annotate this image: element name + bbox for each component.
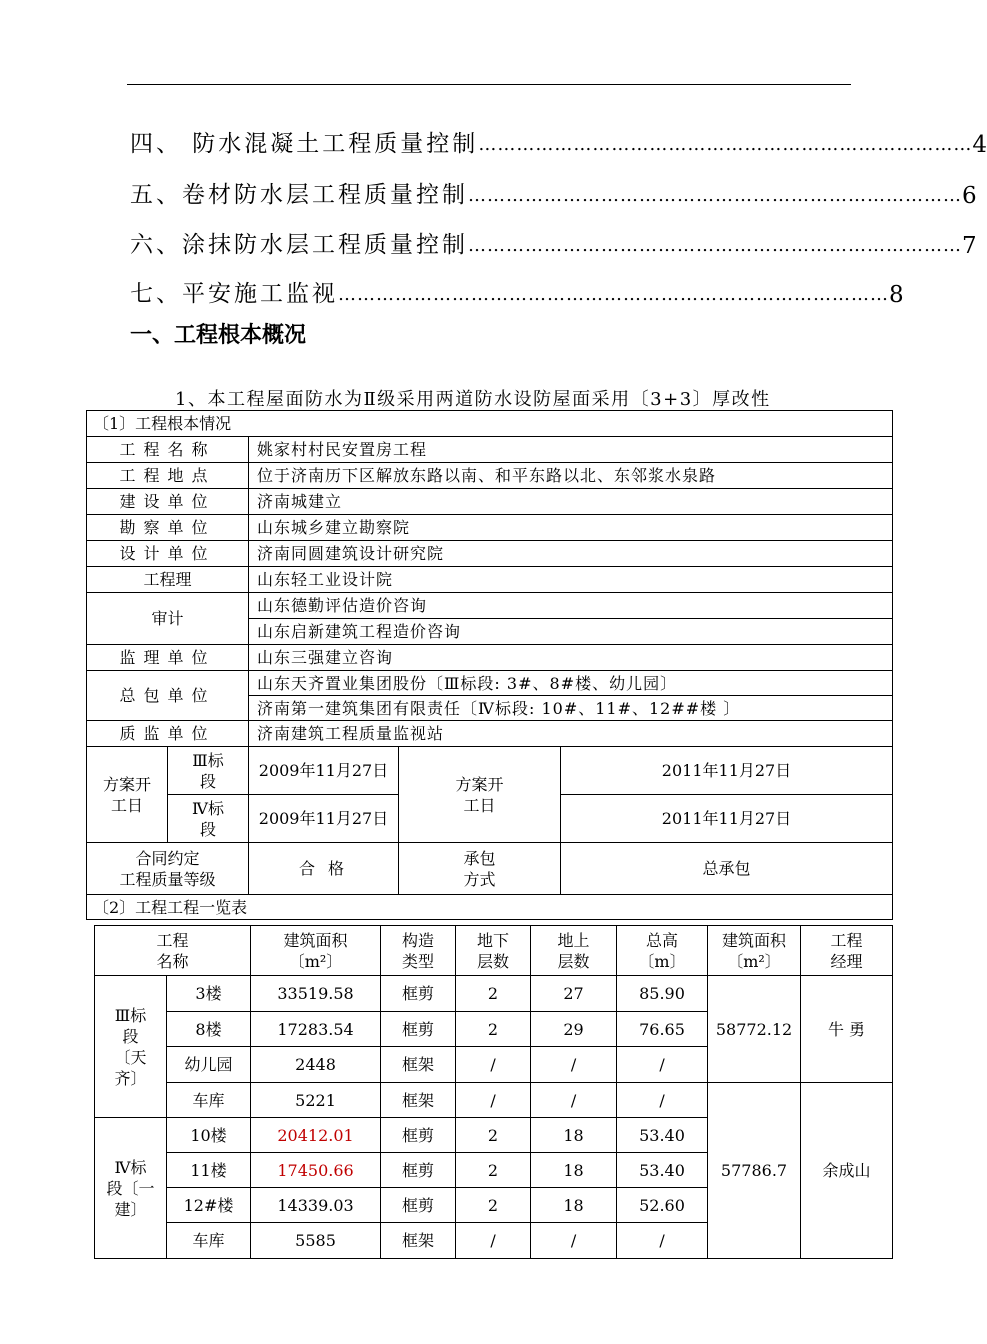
- structure-type: 框剪: [381, 1188, 456, 1223]
- schedule-row: [87, 747, 893, 795]
- segment-label: Ⅳ标段: [168, 795, 249, 843]
- total-height: /: [617, 1223, 708, 1259]
- info-row: [87, 463, 893, 489]
- total-height: /: [617, 1083, 708, 1118]
- start-date: 2009年11月27日: [249, 795, 399, 843]
- contract-key: 合同约定 工程质量等级: [87, 843, 249, 895]
- above-floors: 18: [531, 1118, 617, 1153]
- quality-key: 质监单位: [87, 721, 249, 747]
- toc-page: 7: [962, 233, 977, 259]
- contractor-value: 山东天齐置业集团股份〔Ⅲ标段: 3#、8#楼、幼儿园〕: [249, 671, 893, 696]
- info-row: [87, 515, 893, 541]
- info-key: 勘察单位: [87, 515, 249, 541]
- toc-label: 四、 防水混凝土工程质量控制: [130, 131, 479, 157]
- above-floors: 29: [531, 1012, 617, 1047]
- building-name: 10楼: [167, 1118, 251, 1153]
- toc-leader: ……………………………………………………………………………: [338, 284, 889, 305]
- quality-value: 济南建筑工程质量监视站: [249, 721, 893, 747]
- toc-leader: ……………………………………………………………………: [468, 235, 962, 256]
- supervise-key: 监理单位: [87, 645, 249, 671]
- contract-row: [87, 843, 893, 895]
- toc-page: 6: [962, 183, 977, 209]
- building-area: 17450.66: [251, 1153, 381, 1188]
- plan-end-key: 方案开工日: [399, 747, 561, 843]
- building-area: 5221: [251, 1083, 381, 1118]
- building-name: 12#楼: [167, 1188, 251, 1223]
- toc-entry[interactable]: [130, 268, 904, 308]
- structure-type: 框架: [381, 1083, 456, 1118]
- group-label: Ⅳ标 段〔一 建〕: [95, 1118, 167, 1259]
- building-area: 2448: [251, 1047, 381, 1083]
- col-header: 总高 〔m〕: [617, 926, 708, 976]
- total-height: /: [617, 1047, 708, 1083]
- toc-label: 六、涂抹防水层工程质量控制: [130, 232, 468, 258]
- building-name: 8楼: [167, 1012, 251, 1047]
- structure-type: 框架: [381, 1047, 456, 1083]
- audit-value: 山东德勤评估造价咨询: [249, 593, 893, 619]
- section-heading: 一、工程根本概况: [130, 323, 307, 348]
- col-header: 地下 层数: [456, 926, 531, 976]
- total-height: 53.40: [617, 1118, 708, 1153]
- building-area: 20412.01: [251, 1118, 381, 1153]
- contractor-key: 总包单位: [87, 671, 249, 721]
- toc-leader: ……………………………………………………………………: [478, 134, 973, 155]
- col-header: 建筑面积 〔m²〕: [708, 926, 801, 976]
- start-date: 2009年11月27日: [249, 747, 399, 795]
- underground-floors: /: [456, 1047, 531, 1083]
- above-floors: /: [531, 1083, 617, 1118]
- toc-entry[interactable]: [130, 169, 977, 209]
- structure-type: 框剪: [381, 1118, 456, 1153]
- info-row: [87, 593, 893, 619]
- supervise-value: 山东三强建立咨询: [249, 645, 893, 671]
- info-key: 工程理: [87, 567, 249, 593]
- above-floors: /: [531, 1047, 617, 1083]
- audit-value: 山东启新建筑工程造价咨询: [249, 619, 893, 645]
- underground-floors: 2: [456, 1153, 531, 1188]
- above-floors: 27: [531, 976, 617, 1012]
- building-name: 11楼: [167, 1153, 251, 1188]
- info-section-title: 〔1〕工程根本情况: [87, 411, 893, 437]
- col-header: 构造 类型: [381, 926, 456, 976]
- end-date: 2011年11月27日: [561, 795, 893, 843]
- above-floors: 18: [531, 1153, 617, 1188]
- group-total-area: 57786.7: [708, 1083, 801, 1259]
- audit-key: 审计: [87, 593, 249, 645]
- col-header: 工程 名称: [95, 926, 251, 976]
- segment-label: Ⅲ标段: [168, 747, 249, 795]
- total-height: 53.40: [617, 1153, 708, 1188]
- contractor-value: 济南第一建筑集团有限责任〔Ⅳ标段: 10#、11#、12##楼 〕: [249, 696, 893, 721]
- info-value: 济南同圆建筑设计研究院: [249, 541, 893, 567]
- info-key: 工程地点: [87, 463, 249, 489]
- intro-paragraph: 1、本工程屋面防水为Ⅱ级采用两道防水设防屋面采用〔3+3〕厚改性: [175, 389, 771, 410]
- project-info-table: [86, 410, 893, 920]
- underground-floors: 2: [456, 976, 531, 1012]
- toc-page: 8: [889, 282, 904, 308]
- col-header: 建筑面积 〔m²〕: [251, 926, 381, 976]
- total-height: 85.90: [617, 976, 708, 1012]
- toc-entry[interactable]: [130, 219, 977, 259]
- building-name: 车库: [167, 1223, 251, 1259]
- table-row: [95, 976, 893, 1012]
- info-row: [87, 541, 893, 567]
- info-value: 山东城乡建立勘察院: [249, 515, 893, 541]
- header-row: [95, 926, 893, 976]
- group-total-area: 58772.12: [708, 976, 801, 1083]
- info-value: 济南城建立: [249, 489, 893, 515]
- contract-value: 合 格: [249, 843, 399, 895]
- underground-floors: 2: [456, 1118, 531, 1153]
- structure-type: 框架: [381, 1223, 456, 1259]
- building-name: 车库: [167, 1083, 251, 1118]
- col-header: 地上 层数: [531, 926, 617, 976]
- building-area: 5585: [251, 1223, 381, 1259]
- info-row: [87, 567, 893, 593]
- underground-floors: 2: [456, 1188, 531, 1223]
- mode-key: 承包 方式: [399, 843, 561, 895]
- building-area: 33519.58: [251, 976, 381, 1012]
- structure-type: 框剪: [381, 976, 456, 1012]
- above-floors: 18: [531, 1188, 617, 1223]
- plan-start-key: 方案开工日: [87, 747, 168, 843]
- structure-type: 框剪: [381, 1012, 456, 1047]
- toc-leader: ……………………………………………………………………: [468, 185, 962, 206]
- table-row: [95, 1083, 893, 1118]
- building-name: 3楼: [167, 976, 251, 1012]
- end-date: 2011年11月27日: [561, 747, 893, 795]
- info-row: [87, 645, 893, 671]
- info-row: [87, 671, 893, 696]
- info-value: 位于济南历下区解放东路以南、和平东路以北、东邻浆水泉路: [249, 463, 893, 489]
- project-list-table: [94, 925, 893, 1259]
- project-manager: 牛 勇: [801, 976, 893, 1083]
- toc-entry[interactable]: [130, 118, 987, 158]
- info-value: 山东轻工业设计院: [249, 567, 893, 593]
- toc-label: 七、平安施工监视: [130, 281, 338, 307]
- underground-floors: /: [456, 1083, 531, 1118]
- building-name: 幼儿园: [167, 1047, 251, 1083]
- header-rule: [127, 84, 851, 85]
- above-floors: /: [531, 1223, 617, 1259]
- info-key: 建设单位: [87, 489, 249, 515]
- project-manager: 余成山: [801, 1083, 893, 1259]
- col-header: 工程 经理: [801, 926, 893, 976]
- underground-floors: /: [456, 1223, 531, 1259]
- info-key: 工程名称: [87, 437, 249, 463]
- toc-page: 4: [972, 132, 987, 158]
- total-height: 52.60: [617, 1188, 708, 1223]
- toc-label: 五、卷材防水层工程质量控制: [130, 182, 468, 208]
- underground-floors: 2: [456, 1012, 531, 1047]
- structure-type: 框剪: [381, 1153, 456, 1188]
- info-key: 设计单位: [87, 541, 249, 567]
- building-area: 14339.03: [251, 1188, 381, 1223]
- info-row: [87, 437, 893, 463]
- info-row: [87, 721, 893, 747]
- group-label: Ⅲ标 段 〔天 齐〕: [95, 976, 167, 1118]
- info-row: [87, 489, 893, 515]
- list-section-title: 〔2〕工程工程一览表: [87, 895, 893, 920]
- mode-value: 总承包: [561, 843, 893, 895]
- total-height: 76.65: [617, 1012, 708, 1047]
- building-area: 17283.54: [251, 1012, 381, 1047]
- info-value: 姚家村村民安置房工程: [249, 437, 893, 463]
